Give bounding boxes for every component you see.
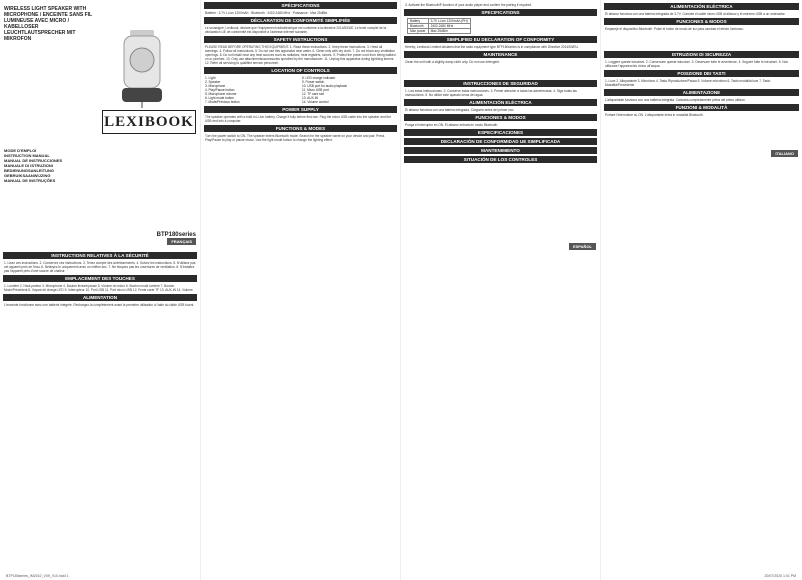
body-text: 1. Lisez ces instructions. 2. Conservez ces instructions. 3. Tenez compte des avertissements. 4. Suivez les instructions. 5. N'utilisez pas cet appareil près de l'eau. 6. Nettoyez-le uniquement avec un chiffon sec. 7. Ne bloquez pas les ouvertures de ventilation. 8. N'installez pas l'appareil près d'une source de chaleur. <box>4 261 196 273</box>
cover-manual-list: MODE D'EMPLOI INSTRUCTION MANUAL MANUAL DE INSTRUCCIONES MANUALE DI ISTRUZIONI BEDIENUNGSANLEITUNG GEBRUIKSAANWIJZING MANUAL DE INSTRUÇÕES <box>4 148 63 183</box>
page-english-spanish: 3. Activate the Bluetooth® function of your audio player and confirm the pairing if required. SPECIFICATIONS Battery 3.7V Li-ion 1200mAh (PH) Bluetooth 2402-2480 MHz Max power Max 25dBm SIMPLIFIED EU DECLARATION OF CONFORMITY Hereby, Lexibook Limited declares that the radio equipment type BTP180series is in compliance with Directive 2014/53/EU. MAINTENANCE Clean the unit with a slightly damp cloth only. Do not use detergent. ESPAÑOL INSTRUCCIONES DE SEGURIDAD 1. Lea estas instrucciones. 2. Conserve estas instrucciones. 3. Preste atención a todas las advertencias. 4. Siga todas las instrucciones. 5. No utilice este aparato cerca del agua. ALIMENTACIÓN ELÉCTRICA El altavoz funciona con una batería integrada. Cárguela antes del primer uso. FUNCIONES & MODOS Ponga el interruptor en ON. El altavoz entrará en modo Bluetooth. ESPECIFICACIONES DECLARACIÓN DE CONFORMIDAD UE SIMPLIFICADA MANTENIMIENTO SITUACIÓN DE LOS CONTROLES <box>400 0 600 580</box>
print-date: 20/07/2020 1:01 PM <box>764 574 796 578</box>
brand-logo: LEXIBOOK <box>102 110 196 134</box>
section-heading: EMPLACEMENT DES TOUCHES <box>3 275 197 282</box>
section-heading: LOCATION OF CONTROLS <box>204 67 397 74</box>
model-number: BTP180series <box>156 232 196 238</box>
page-french: WIRELESS LIGHT SPEAKER WITH MICROPHONE / ENCEINTE SANS FIL LUMINEUSE AVEC MICRO / KABELLOSER LEUCHTLAUTSPRECHER MIT MIKROFON LEXIBOOK MODE D'EMPLOI INSTRUCTION MANUAL MANUAL DE INSTRUCCIONES MANUALE DI ISTRUZIONI BEDIENUNGSANLEITUNG GEBRUIKSAANWIJZING MANUAL DE INSTRUÇÕES BTP180series INSTRUCTIONS RELATIVES À LA SÉCURITÉ 1. Lisez ces instructions. 2. Conservez ces instructions. 3. Tenez compte des avertissements. 4. Suivez les instructions. 5. N'utilisez pas cet appareil près de l'eau. 6. Nettoyez-le uniquement avec un chiffon sec. 7. Ne bloquez pas les ouvertures de ventilation. 8. N'installez pas l'appareil près d'une source de chaleur. EMPLACEMENT DES TOUCHES 1. Lumière 2. Haut-parleur 3. Microphone 4. Bouton lecture/pause 5. Volume du micro 6. Bouton mode lumière 7. Bouton Mode/Précédent 8. Voyant de charge LED 9. Interrupteur 10. Port USB 11. Port micro USB 12. Fente carte TF 13. AUX-IN 14. Volume ALIMENTATION L'enceinte fonctionne avec une batterie intégrée. Rechargez-la complètement avant la première utilisation à l'aide du câble USB fourni. FRANÇAIS BTP180series_IM2010_V09_V10.indd 1 <box>0 0 200 580</box>
spec-table: Battery 3.7V Li-ion 1200mAh (PH) Bluetooth 2402-2480 MHz Max power Max 25dBm <box>407 18 471 34</box>
speaker-illustration <box>112 28 172 108</box>
page-french-english: SPÉCIFICATIONS Batterie : 3.7V Li-ion 1200mAh · Bluetooth : 2402-2480 MHz · Puissance : Max 25dBm DÉCLARATION DE CONFORMITÉ SIMPLIFIÉE Le soussigné, Lexibook, déclare que l'équipement radioélectrique est conforme à la directive 2014/53/UE. Le texte complet de la déclaration UE de conformité est disponible à l'adresse internet suivante. SAFETY INSTRUCTIONS PLEASE READ BEFORE OPERATING THIS EQUIPMENT. 1. Read these instructions. 2. Keep these instructions. 3. Heed all warnings. 4. Follow all instructions. 5. Do not use this apparatus near water. 6. Clean only with dry cloth. 7. Do not block any ventilation openings. 8. Do not install near any heat sources such as radiators, heat registers, stoves. 9. Protect the power cord from being walked on or pinched. 10. Only use attachments/accessories specified by the manufacturer. 11. Unplug this apparatus during lightning storms. 12. Refer all servicing to qualified service personnel. LOCATION OF CONTROLS 1. Light 2. Speaker 3. Microphone 4. Play/Pause button 5. Microphone volume 6. Light mode button 7. Mode/Previous button 8. LED charge indicator 9. Power switch 10. USB port for audio playback 11. Micro USB port 12. TF card slot 13. AUX-IN 14. Volume control POWER SUPPLY The speaker operates with a built-in Li-ion battery. Charge it fully before first use. Plug the micro USB cable into the speaker and the USB end into a computer. FUNCTIONS & MODES Turn the power switch to ON. The speaker enters Bluetooth mode. Search for the speaker name on your device and pair. Press Play/Pause to play or pause music. Use the light mode button to change the lighting effect. <box>200 0 400 580</box>
page-spanish-italian: ALIMENTACIÓN ELÉCTRICA El altavoz funciona con una batería integrada de 3.7V. Conecte el cable micro USB al altavoz y el extremo USB a un ordenador. FUNCIONES & MODOS Empareje el dispositivo Bluetooth. Pulse el botón de modo de luz para cambiar el efecto luminoso. ITALIANO ISTRUZIONI DI SICUREZZA 1. Leggere queste istruzioni. 2. Conservare queste istruzioni. 3. Osservare tutte le avvertenze. 4. Seguire tutte le istruzioni. 5. Non utilizzare l'apparecchio vicino all'acqua. POSIZIONE DEI TASTI 1. Luce 2. Altoparlante 3. Microfono 4. Tasto Riproduzione/Pausa 5. Volume microfono 6. Tasto modalità luce 7. Tasto Modalità/Precedente ALIMENTAZIONE L'altoparlante funziona con una batteria integrata. Caricarla completamente prima del primo utilizzo. FUNZIONI & MODALITÀ Portare l'interruttore su ON. L'altoparlante entra in modalità Bluetooth. 20/07/2020 1:01 PM <box>600 0 802 580</box>
controls-list: 1. Light 2. Speaker 3. Microphone 4. Play/Pause button 5. Microphone volume 6. Light mode button 7. Mode/Previous button 8. LED charge indicator 9. Power switch 10. USB port for audio playback 11. Micro USB port 12. TF card slot 13. AUX-IN 14. Volume control <box>205 76 348 104</box>
print-footer: BTP180series_IM2010_V09_V10.indd 1 <box>6 574 69 578</box>
section-heading: ALIMENTATION <box>3 294 197 301</box>
language-tab: FRANÇAIS <box>167 238 196 245</box>
cover-panel <box>0 0 200 245</box>
section-heading: INSTRUCTIONS RELATIVES À LA SÉCURITÉ <box>3 252 197 259</box>
cover-title: WIRELESS LIGHT SPEAKER WITH MICROPHONE / ENCEINTE SANS FIL LUMINEUSE AVEC MICRO / KABELLOSER LEUCHTLAUTSPRECHER MIT MIKROFON <box>4 6 92 42</box>
